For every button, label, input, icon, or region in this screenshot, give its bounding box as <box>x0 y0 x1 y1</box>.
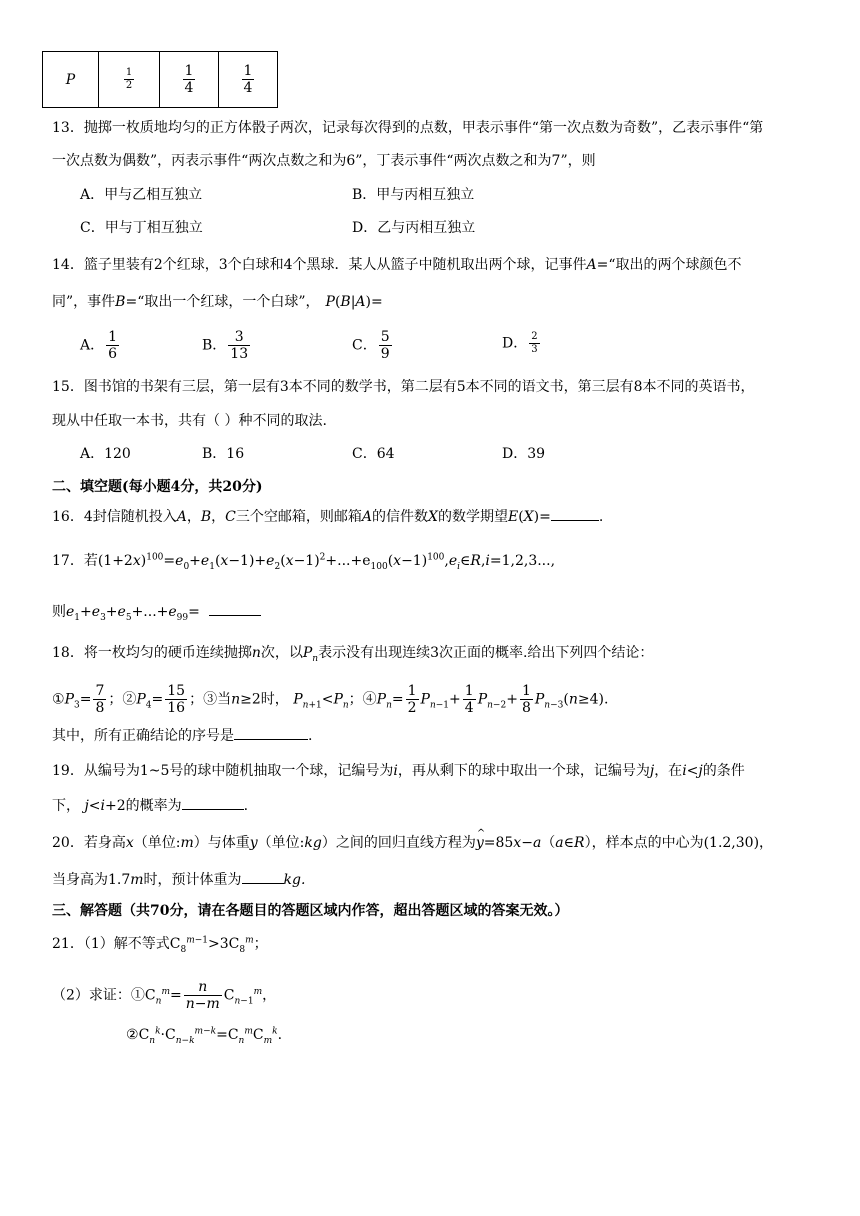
q13-line1: 13．抛掷一枚质地均匀的正方体骰子两次，记录每次得到的点数，甲表示事件“第一次点数为奇数”，乙表示事件“第 <box>52 120 764 136</box>
q15-option-d: D．39 <box>502 446 546 462</box>
q13-line2: 一次点数为偶数”，丙表示事件“两次点数之和为6”，丁表示事件“两次点数之和为7”，则 <box>52 153 596 169</box>
q15-line1: 15．图书馆的书架有三层，第一层有3本不同的数学书，第二层有5本不同的语文书，第三层有8本不同的英语书， <box>52 379 755 395</box>
q14-line2: 同”，事件B=“取出一个红球，一个白球”， P(B|A)= <box>52 294 383 310</box>
q21-part1: 21．（1）解不等式$C_8^{m-1}>3C_8^m$； <box>52 935 268 955</box>
q14-option-d: D． $\frac{2}{3}$ <box>502 331 538 355</box>
q17-line1: 17．若$(1+2x)^{100}=e_0+e_1(x-1)+e_2(x-1)^2+...+e_{100}(x-1)^{100},e_i\in R,i=1,2,3$..., <box>52 552 556 572</box>
q20-line2: 当身高为1.7m时，预计体重为 kg. <box>52 872 306 888</box>
fraction: $\frac{1}{4}$ <box>184 63 194 96</box>
q21-part3: $②C_n^k\cdot C_{n-k}^{m-k}=C_n^mC_m^k$. <box>126 1026 283 1046</box>
q19-line2: 下， j<i+2的概率为 . <box>52 798 249 814</box>
q18-line2: $①P_3=$ $\frac{7}{8}$ ；$②P_4=$ $\frac{15}{16}$ ；③当n≥2时， $P_{n+1}<P_n$；$④P_n=$ $\frac{1}{2}$ $P_{n-1}+$ $\frac{1}{4}$ $P_{n-2}+$ $\frac{1}{8}$ $P_{n-3}(n\ge 4)$. <box>52 683 609 716</box>
fraction: $\frac{2}{3}$ <box>531 331 538 355</box>
q19-line1: 19．从编号为1~5号的球中随机抽取一个球，记编号为i，再从剩下的球中取出一个球，记编号为j，在i<j的条件 <box>52 763 745 779</box>
q14-option-b: B． $\frac{3}{13}$ <box>202 329 249 362</box>
q15-line2: 现从中任取一本书，共有（ ）种不同的取法. <box>52 413 327 429</box>
q14-option-a: A． $\frac{1}{6}$ <box>80 329 118 362</box>
fraction: $\frac{1}{2}$ <box>125 67 133 91</box>
section-2-heading: 二、填空题(每小题4分，共20分) <box>52 479 263 495</box>
q16-line: 16．4封信随机投入A，B，C三个空邮箱，则邮箱A的信件数X的数学期望E(X)= . <box>52 509 604 525</box>
q15-option-b: B．16 <box>202 446 245 462</box>
q14-line1: 14．篮子里装有2个红球，3个白球和4个黑球．某人从篮子中随机取出两个球，记事件A=“取出的两个球颜色不 <box>52 257 742 273</box>
q13-option-d: D．乙与丙相互独立 <box>352 220 476 236</box>
fraction: $\frac{1}{4}$ <box>243 63 253 96</box>
section-3-heading: 三、解答题（共70分，请在各题目的答题区域内作答，超出答题区域的答案无效。） <box>52 903 569 919</box>
q13-option-a: A．甲与乙相互独立 <box>80 187 203 203</box>
q15-option-c: C．64 <box>352 446 395 462</box>
table-cell <box>99 52 160 108</box>
q18-line3: 其中，所有正确结论的序号是 . <box>52 728 313 744</box>
q20-line1: 20．若身高x（单位:m）与体重y（单位:kg）之间的回归直线方程为^ y=85x−a（a∈R），样本点的中心为(1.2,30)， <box>52 833 773 853</box>
q17-line2: 则$e_1+e_3+e_5+...+e_{99}=$ <box>52 602 261 622</box>
fraction: $\frac{1}{6}$ <box>108 329 118 362</box>
q15-option-a: A．120 <box>80 446 131 462</box>
q18-line1: 18．将一枚均匀的硬币连续抛掷n次，以$P_n$表示没有出现连续3次正面的概率.给出下列四个结论： <box>52 645 654 664</box>
q21-part2: （2）求证：$①C_n^m=$ $\frac{n}{n-m}$ $C_{n-1}^m$， <box>52 979 277 1012</box>
probability-table <box>42 51 278 108</box>
q14-option-c: C． $\frac{5}{9}$ <box>352 329 390 362</box>
fraction: $\frac{5}{9}$ <box>380 329 390 362</box>
fraction: $\frac{3}{13}$ <box>230 329 249 362</box>
q13-option-c: C．甲与丁相互独立 <box>80 220 203 236</box>
table-label-cell: P <box>43 52 99 108</box>
table-cell <box>160 52 219 108</box>
table-cell <box>219 52 278 108</box>
q13-option-b: B．甲与丙相互独立 <box>352 187 475 203</box>
